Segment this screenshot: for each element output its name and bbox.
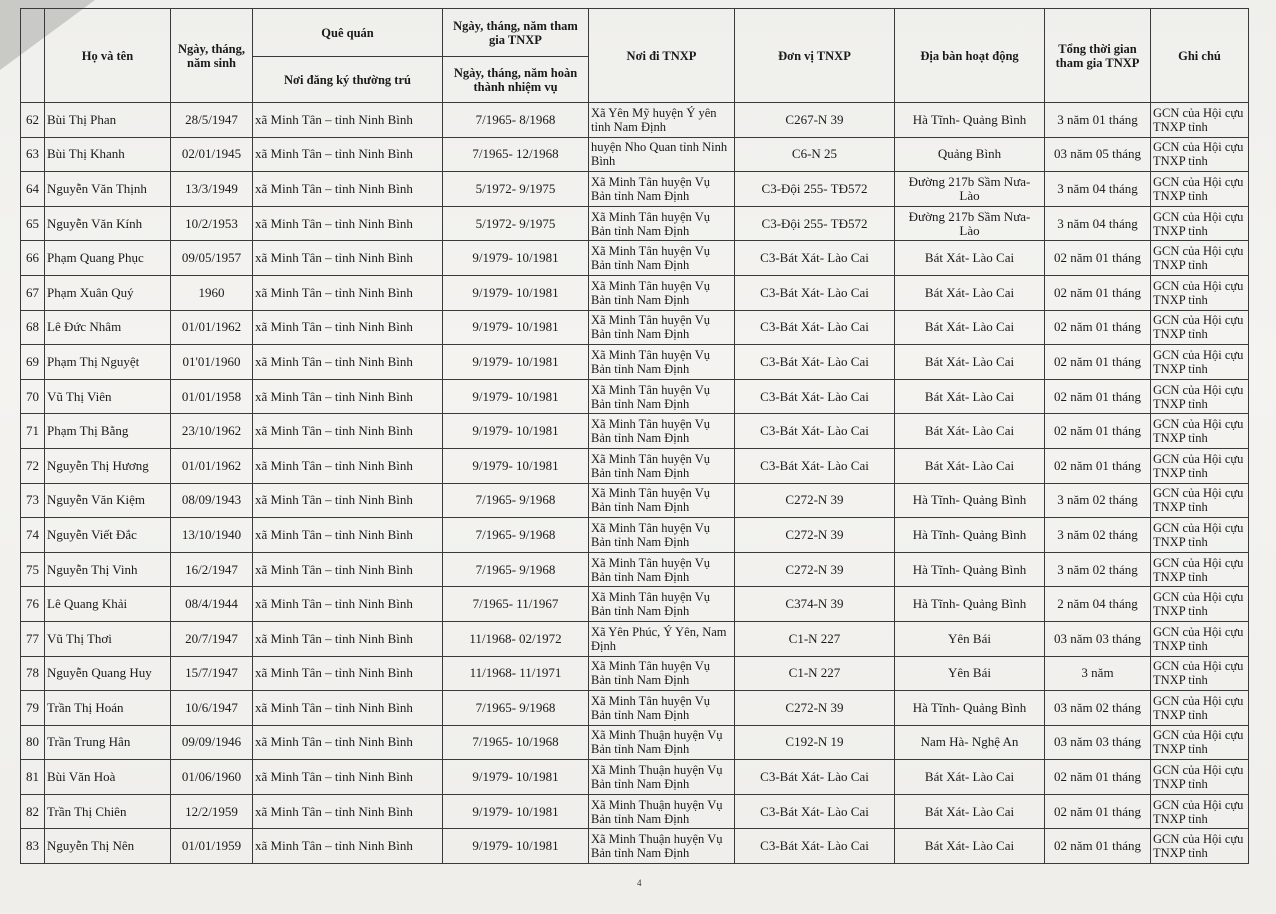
- cell-unit: C3-Bát Xát- Lào Cai: [735, 829, 895, 864]
- table-row: [21, 345, 1249, 380]
- cell-person-name: Nguyễn Thị Vinh: [45, 552, 171, 587]
- cell-person-name: Nguyễn Văn Kính: [45, 206, 171, 241]
- table-row: [21, 137, 1249, 172]
- cell-departure-place: Xã Minh Thuận huyện Vụ Bản tỉnh Nam Định: [589, 760, 735, 795]
- cell-service-period: 7/1965- 9/1968: [443, 691, 589, 726]
- table-row: [21, 518, 1249, 553]
- cell-row-number: 63: [21, 137, 45, 172]
- cell-residence: xã Minh Tân – tỉnh Ninh Bình: [253, 794, 443, 829]
- cell-birth-date: 20/7/1947: [171, 621, 253, 656]
- cell-unit: C3-Đội 255- TĐ572: [735, 206, 895, 241]
- cell-person-name: Phạm Thị Bằng: [45, 414, 171, 449]
- cell-total-duration: 2 năm 04 tháng: [1045, 587, 1151, 622]
- cell-departure-place: Xã Minh Tân huyện Vụ Bản tỉnh Nam Định: [589, 518, 735, 553]
- table-row: [21, 103, 1249, 138]
- cell-person-name: Phạm Xuân Quý: [45, 275, 171, 310]
- cell-total-duration: 02 năm 01 tháng: [1045, 275, 1151, 310]
- table-row: [21, 691, 1249, 726]
- cell-departure-place: Xã Minh Tân huyện Vụ Bản tỉnh Nam Định: [589, 587, 735, 622]
- cell-total-duration: 02 năm 01 tháng: [1045, 379, 1151, 414]
- cell-row-number: 76: [21, 587, 45, 622]
- cell-row-number: 75: [21, 552, 45, 587]
- cell-unit: C3-Bát Xát- Lào Cai: [735, 794, 895, 829]
- cell-total-duration: 02 năm 01 tháng: [1045, 310, 1151, 345]
- cell-birth-date: 13/10/1940: [171, 518, 253, 553]
- cell-service-period: 11/1968- 02/1972: [443, 621, 589, 656]
- cell-total-duration: 3 năm 02 tháng: [1045, 518, 1151, 553]
- cell-person-name: Vũ Thị Viên: [45, 379, 171, 414]
- cell-birth-date: 01/01/1962: [171, 310, 253, 345]
- cell-residence: xã Minh Tân – tỉnh Ninh Bình: [253, 448, 443, 483]
- table-row: [21, 587, 1249, 622]
- cell-total-duration: 03 năm 02 tháng: [1045, 691, 1151, 726]
- cell-birth-date: 09/05/1957: [171, 241, 253, 276]
- cell-total-duration: 03 năm 03 tháng: [1045, 621, 1151, 656]
- cell-operating-area: Đường 217b Sầm Nưa- Lào: [895, 172, 1045, 207]
- cell-service-period: 7/1965- 9/1968: [443, 552, 589, 587]
- cell-departure-place: Xã Yên Phúc, Ý Yên, Nam Định: [589, 621, 735, 656]
- cell-row-number: 78: [21, 656, 45, 691]
- cell-total-duration: 3 năm 04 tháng: [1045, 206, 1151, 241]
- cell-operating-area: Nam Hà- Nghệ An: [895, 725, 1045, 760]
- cell-person-name: Bùi Văn Hoà: [45, 760, 171, 795]
- table-row: [21, 725, 1249, 760]
- table-row: [21, 241, 1249, 276]
- cell-person-name: Vũ Thị Thơi: [45, 621, 171, 656]
- cell-operating-area: Yên Bái: [895, 656, 1045, 691]
- cell-row-number: 69: [21, 345, 45, 380]
- cell-total-duration: 3 năm 01 tháng: [1045, 103, 1151, 138]
- table-row: [21, 172, 1249, 207]
- roster-body: [21, 103, 1249, 864]
- cell-departure-place: Xã Minh Tân huyện Vụ Bản tỉnh Nam Định: [589, 656, 735, 691]
- cell-unit: C3-Bát Xát- Lào Cai: [735, 310, 895, 345]
- cell-unit: C272-N 39: [735, 483, 895, 518]
- header-note: Ghi chú: [1151, 9, 1249, 103]
- cell-residence: xã Minh Tân – tỉnh Ninh Bình: [253, 760, 443, 795]
- cell-operating-area: Đường 217b Sầm Nưa- Lào: [895, 206, 1045, 241]
- cell-unit: C3-Bát Xát- Lào Cai: [735, 345, 895, 380]
- cell-note: GCN của Hội cựu TNXP tỉnh: [1151, 448, 1249, 483]
- cell-total-duration: 02 năm 01 tháng: [1045, 345, 1151, 380]
- cell-row-number: 80: [21, 725, 45, 760]
- cell-departure-place: huyện Nho Quan tỉnh Ninh Bình: [589, 137, 735, 172]
- cell-total-duration: 03 năm 03 tháng: [1045, 725, 1151, 760]
- cell-service-period: 7/1965- 8/1968: [443, 103, 589, 138]
- cell-operating-area: Hà Tĩnh- Quảng Bình: [895, 103, 1045, 138]
- cell-birth-date: 08/09/1943: [171, 483, 253, 518]
- cell-person-name: Nguyễn Thị Hương: [45, 448, 171, 483]
- header-residence: Nơi đăng ký thường trú: [253, 57, 443, 103]
- cell-residence: xã Minh Tân – tỉnh Ninh Bình: [253, 725, 443, 760]
- cell-departure-place: Xã Minh Tân huyện Vụ Bản tỉnh Nam Định: [589, 241, 735, 276]
- cell-total-duration: 02 năm 01 tháng: [1045, 448, 1151, 483]
- cell-row-number: 82: [21, 794, 45, 829]
- cell-birth-date: 15/7/1947: [171, 656, 253, 691]
- cell-row-number: 70: [21, 379, 45, 414]
- cell-service-period: 9/1979- 10/1981: [443, 379, 589, 414]
- cell-unit: C3-Đội 255- TĐ572: [735, 172, 895, 207]
- cell-departure-place: Xã Minh Tân huyện Vụ Bản tỉnh Nam Định: [589, 448, 735, 483]
- cell-service-period: 7/1965- 12/1968: [443, 137, 589, 172]
- cell-residence: xã Minh Tân – tỉnh Ninh Bình: [253, 552, 443, 587]
- cell-birth-date: 01/01/1958: [171, 379, 253, 414]
- cell-service-period: 11/1968- 11/1971: [443, 656, 589, 691]
- cell-unit: C3-Bát Xát- Lào Cai: [735, 379, 895, 414]
- cell-birth-date: 28/5/1947: [171, 103, 253, 138]
- cell-residence: xã Minh Tân – tỉnh Ninh Bình: [253, 414, 443, 449]
- table-row: [21, 656, 1249, 691]
- cell-residence: xã Minh Tân – tỉnh Ninh Bình: [253, 379, 443, 414]
- cell-note: GCN của Hội cựu TNXP tỉnh: [1151, 587, 1249, 622]
- cell-total-duration: 3 năm 02 tháng: [1045, 552, 1151, 587]
- cell-row-number: 74: [21, 518, 45, 553]
- cell-departure-place: Xã Minh Tân huyện Vụ Bản tỉnh Nam Định: [589, 552, 735, 587]
- cell-person-name: Nguyễn Viết Đắc: [45, 518, 171, 553]
- header-area: Địa bàn hoạt động: [895, 9, 1045, 103]
- header-duration: Tổng thời gian tham gia TNXP: [1045, 9, 1151, 103]
- cell-residence: xã Minh Tân – tỉnh Ninh Bình: [253, 310, 443, 345]
- cell-operating-area: Bát Xát- Lào Cai: [895, 794, 1045, 829]
- cell-row-number: 83: [21, 829, 45, 864]
- cell-departure-place: Xã Minh Tân huyện Vụ Bản tỉnh Nam Định: [589, 310, 735, 345]
- cell-residence: xã Minh Tân – tỉnh Ninh Bình: [253, 518, 443, 553]
- cell-unit: C3-Bát Xát- Lào Cai: [735, 275, 895, 310]
- cell-residence: xã Minh Tân – tỉnh Ninh Bình: [253, 137, 443, 172]
- cell-service-period: 9/1979- 10/1981: [443, 414, 589, 449]
- cell-service-period: 5/1972- 9/1975: [443, 206, 589, 241]
- cell-operating-area: Bát Xát- Lào Cai: [895, 275, 1045, 310]
- cell-person-name: Lê Đức Nhâm: [45, 310, 171, 345]
- cell-residence: xã Minh Tân – tỉnh Ninh Bình: [253, 656, 443, 691]
- cell-departure-place: Xã Minh Thuận huyện Vụ Bản tỉnh Nam Định: [589, 794, 735, 829]
- cell-unit: C272-N 39: [735, 691, 895, 726]
- cell-operating-area: Hà Tĩnh- Quảng Bình: [895, 587, 1045, 622]
- header-dob: Ngày, tháng, năm sinh: [171, 9, 253, 103]
- cell-service-period: 7/1965- 9/1968: [443, 483, 589, 518]
- cell-person-name: Nguyễn Thị Nên: [45, 829, 171, 864]
- table-row: [21, 829, 1249, 864]
- cell-unit: C272-N 39: [735, 518, 895, 553]
- table-row: [21, 448, 1249, 483]
- cell-unit: C3-Bát Xát- Lào Cai: [735, 414, 895, 449]
- table-row: [21, 483, 1249, 518]
- cell-unit: C1-N 227: [735, 656, 895, 691]
- cell-note: GCN của Hội cựu TNXP tỉnh: [1151, 829, 1249, 864]
- cell-operating-area: Bát Xát- Lào Cai: [895, 760, 1045, 795]
- cell-total-duration: 02 năm 01 tháng: [1045, 241, 1151, 276]
- cell-row-number: 65: [21, 206, 45, 241]
- cell-note: GCN của Hội cựu TNXP tỉnh: [1151, 552, 1249, 587]
- cell-departure-place: Xã Minh Tân huyện Vụ Bản tỉnh Nam Định: [589, 691, 735, 726]
- cell-note: GCN của Hội cựu TNXP tỉnh: [1151, 656, 1249, 691]
- cell-birth-date: 01/01/1962: [171, 448, 253, 483]
- cell-total-duration: 3 năm 02 tháng: [1045, 483, 1151, 518]
- cell-residence: xã Minh Tân – tỉnh Ninh Bình: [253, 103, 443, 138]
- cell-note: GCN của Hội cựu TNXP tỉnh: [1151, 379, 1249, 414]
- table-row: [21, 379, 1249, 414]
- cell-note: GCN của Hội cựu TNXP tỉnh: [1151, 206, 1249, 241]
- cell-row-number: 71: [21, 414, 45, 449]
- cell-service-period: 7/1965- 10/1968: [443, 725, 589, 760]
- cell-departure-place: Xã Minh Thuận huyện Vụ Bản tỉnh Nam Định: [589, 829, 735, 864]
- cell-row-number: 72: [21, 448, 45, 483]
- cell-residence: xã Minh Tân – tỉnh Ninh Bình: [253, 691, 443, 726]
- table-row: [21, 621, 1249, 656]
- cell-operating-area: Hà Tĩnh- Quảng Bình: [895, 518, 1045, 553]
- cell-person-name: Trần Thị Chiên: [45, 794, 171, 829]
- cell-total-duration: 03 năm 05 tháng: [1045, 137, 1151, 172]
- header-name: Họ và tên: [45, 9, 171, 103]
- cell-service-period: 9/1979- 10/1981: [443, 829, 589, 864]
- cell-unit: C3-Bát Xát- Lào Cai: [735, 448, 895, 483]
- header-hometown: Quê quán: [253, 9, 443, 57]
- cell-note: GCN của Hội cựu TNXP tỉnh: [1151, 725, 1249, 760]
- cell-service-period: 5/1972- 9/1975: [443, 172, 589, 207]
- cell-note: GCN của Hội cựu TNXP tỉnh: [1151, 345, 1249, 380]
- cell-birth-date: 1960: [171, 275, 253, 310]
- cell-operating-area: Bát Xát- Lào Cai: [895, 345, 1045, 380]
- cell-note: GCN của Hội cựu TNXP tỉnh: [1151, 310, 1249, 345]
- cell-birth-date: 01'01/1960: [171, 345, 253, 380]
- header-stt: [21, 9, 45, 103]
- cell-birth-date: 10/2/1953: [171, 206, 253, 241]
- cell-birth-date: 01/01/1959: [171, 829, 253, 864]
- cell-residence: xã Minh Tân – tỉnh Ninh Bình: [253, 275, 443, 310]
- cell-operating-area: Yên Bái: [895, 621, 1045, 656]
- table-row: [21, 414, 1249, 449]
- cell-operating-area: Bát Xát- Lào Cai: [895, 448, 1045, 483]
- table-row: [21, 552, 1249, 587]
- cell-row-number: 67: [21, 275, 45, 310]
- cell-service-period: 7/1965- 11/1967: [443, 587, 589, 622]
- cell-note: GCN của Hội cựu TNXP tỉnh: [1151, 103, 1249, 138]
- cell-operating-area: Bát Xát- Lào Cai: [895, 379, 1045, 414]
- cell-service-period: 9/1979- 10/1981: [443, 241, 589, 276]
- cell-row-number: 73: [21, 483, 45, 518]
- table-row: [21, 760, 1249, 795]
- cell-unit: C267-N 39: [735, 103, 895, 138]
- cell-note: GCN của Hội cựu TNXP tỉnh: [1151, 518, 1249, 553]
- cell-departure-place: Xã Minh Thuận huyện Vụ Bản tỉnh Nam Định: [589, 725, 735, 760]
- cell-birth-date: 16/2/1947: [171, 552, 253, 587]
- cell-service-period: 9/1979- 10/1981: [443, 275, 589, 310]
- cell-person-name: Phạm Thị Nguyệt: [45, 345, 171, 380]
- cell-operating-area: Quảng Bình: [895, 137, 1045, 172]
- cell-total-duration: 02 năm 01 tháng: [1045, 829, 1151, 864]
- cell-person-name: Nguyễn Văn Thịnh: [45, 172, 171, 207]
- cell-birth-date: 12/2/1959: [171, 794, 253, 829]
- cell-total-duration: 02 năm 01 tháng: [1045, 414, 1151, 449]
- cell-unit: C1-N 227: [735, 621, 895, 656]
- cell-unit: C6-N 25: [735, 137, 895, 172]
- cell-unit: C192-N 19: [735, 725, 895, 760]
- header-join-date: Ngày, tháng, năm tham gia TNXP: [443, 9, 589, 57]
- cell-service-period: 9/1979- 10/1981: [443, 310, 589, 345]
- cell-note: GCN của Hội cựu TNXP tỉnh: [1151, 621, 1249, 656]
- cell-note: GCN của Hội cựu TNXP tỉnh: [1151, 691, 1249, 726]
- header-unit: Đơn vị TNXP: [735, 9, 895, 103]
- table-row: [21, 275, 1249, 310]
- cell-operating-area: Bát Xát- Lào Cai: [895, 829, 1045, 864]
- cell-birth-date: 13/3/1949: [171, 172, 253, 207]
- cell-note: GCN của Hội cựu TNXP tỉnh: [1151, 275, 1249, 310]
- cell-unit: C3-Bát Xát- Lào Cai: [735, 760, 895, 795]
- cell-note: GCN của Hội cựu TNXP tỉnh: [1151, 414, 1249, 449]
- cell-operating-area: Bát Xát- Lào Cai: [895, 414, 1045, 449]
- cell-row-number: 77: [21, 621, 45, 656]
- cell-row-number: 66: [21, 241, 45, 276]
- cell-residence: xã Minh Tân – tỉnh Ninh Bình: [253, 829, 443, 864]
- cell-row-number: 68: [21, 310, 45, 345]
- cell-departure-place: Xã Minh Tân huyện Vụ Bản tỉnh Nam Định: [589, 414, 735, 449]
- volunteer-roster-table: [20, 8, 1249, 864]
- cell-residence: xã Minh Tân – tỉnh Ninh Bình: [253, 345, 443, 380]
- table-row: [21, 794, 1249, 829]
- table-row: [21, 310, 1249, 345]
- cell-operating-area: Hà Tĩnh- Quảng Bình: [895, 552, 1045, 587]
- cell-residence: xã Minh Tân – tỉnh Ninh Bình: [253, 206, 443, 241]
- cell-birth-date: 09/09/1946: [171, 725, 253, 760]
- cell-residence: xã Minh Tân – tỉnh Ninh Bình: [253, 621, 443, 656]
- table-row: [21, 206, 1249, 241]
- page-number: 4: [637, 878, 642, 888]
- cell-note: GCN của Hội cựu TNXP tỉnh: [1151, 794, 1249, 829]
- cell-birth-date: 10/6/1947: [171, 691, 253, 726]
- cell-row-number: 79: [21, 691, 45, 726]
- cell-total-duration: 3 năm: [1045, 656, 1151, 691]
- cell-operating-area: Hà Tĩnh- Quảng Bình: [895, 483, 1045, 518]
- cell-person-name: Trần Trung Hân: [45, 725, 171, 760]
- cell-note: GCN của Hội cựu TNXP tỉnh: [1151, 760, 1249, 795]
- cell-person-name: Phạm Quang Phục: [45, 241, 171, 276]
- cell-departure-place: Xã Minh Tân huyện Vụ Bản tỉnh Nam Định: [589, 379, 735, 414]
- cell-total-duration: 02 năm 01 tháng: [1045, 794, 1151, 829]
- cell-row-number: 81: [21, 760, 45, 795]
- cell-operating-area: Bát Xát- Lào Cai: [895, 310, 1045, 345]
- cell-note: GCN của Hội cựu TNXP tỉnh: [1151, 483, 1249, 518]
- cell-person-name: Nguyễn Quang Huy: [45, 656, 171, 691]
- cell-birth-date: 01/06/1960: [171, 760, 253, 795]
- cell-total-duration: 02 năm 01 tháng: [1045, 760, 1151, 795]
- cell-operating-area: Bát Xát- Lào Cai: [895, 241, 1045, 276]
- cell-residence: xã Minh Tân – tỉnh Ninh Bình: [253, 172, 443, 207]
- cell-person-name: Bùi Thị Phan: [45, 103, 171, 138]
- cell-operating-area: Hà Tĩnh- Quảng Bình: [895, 691, 1045, 726]
- cell-total-duration: 3 năm 04 tháng: [1045, 172, 1151, 207]
- cell-birth-date: 02/01/1945: [171, 137, 253, 172]
- cell-unit: C3-Bát Xát- Lào Cai: [735, 241, 895, 276]
- cell-row-number: 64: [21, 172, 45, 207]
- header-departure: Nơi đi TNXP: [589, 9, 735, 103]
- cell-service-period: 9/1979- 10/1981: [443, 345, 589, 380]
- cell-row-number: 62: [21, 103, 45, 138]
- cell-note: GCN của Hội cựu TNXP tỉnh: [1151, 241, 1249, 276]
- cell-service-period: 9/1979- 10/1981: [443, 760, 589, 795]
- cell-departure-place: Xã Minh Tân huyện Vụ Bản tỉnh Nam Định: [589, 275, 735, 310]
- cell-service-period: 7/1965- 9/1968: [443, 518, 589, 553]
- cell-residence: xã Minh Tân – tỉnh Ninh Bình: [253, 587, 443, 622]
- cell-departure-place: Xã Minh Tân huyện Vụ Bản tỉnh Nam Định: [589, 345, 735, 380]
- header-complete-date: Ngày, tháng, năm hoàn thành nhiệm vụ: [443, 57, 589, 103]
- cell-departure-place: Xã Minh Tân huyện Vụ Bản tỉnh Nam Định: [589, 483, 735, 518]
- cell-person-name: Lê Quang Khải: [45, 587, 171, 622]
- cell-residence: xã Minh Tân – tỉnh Ninh Bình: [253, 483, 443, 518]
- cell-person-name: Trần Thị Hoán: [45, 691, 171, 726]
- cell-note: GCN của Hội cựu TNXP tỉnh: [1151, 137, 1249, 172]
- cell-birth-date: 08/4/1944: [171, 587, 253, 622]
- cell-departure-place: Xã Minh Tân huyện Vụ Bản tỉnh Nam Định: [589, 206, 735, 241]
- cell-departure-place: Xã Yên Mỹ huyện Ý yên tỉnh Nam Định: [589, 103, 735, 138]
- cell-unit: C272-N 39: [735, 552, 895, 587]
- cell-service-period: 9/1979- 10/1981: [443, 794, 589, 829]
- cell-birth-date: 23/10/1962: [171, 414, 253, 449]
- cell-note: GCN của Hội cựu TNXP tỉnh: [1151, 172, 1249, 207]
- cell-departure-place: Xã Minh Tân huyện Vụ Bản tỉnh Nam Định: [589, 172, 735, 207]
- cell-person-name: Nguyễn Văn Kiệm: [45, 483, 171, 518]
- cell-person-name: Bùi Thị Khanh: [45, 137, 171, 172]
- cell-service-period: 9/1979- 10/1981: [443, 448, 589, 483]
- cell-unit: C374-N 39: [735, 587, 895, 622]
- cell-residence: xã Minh Tân – tỉnh Ninh Bình: [253, 241, 443, 276]
